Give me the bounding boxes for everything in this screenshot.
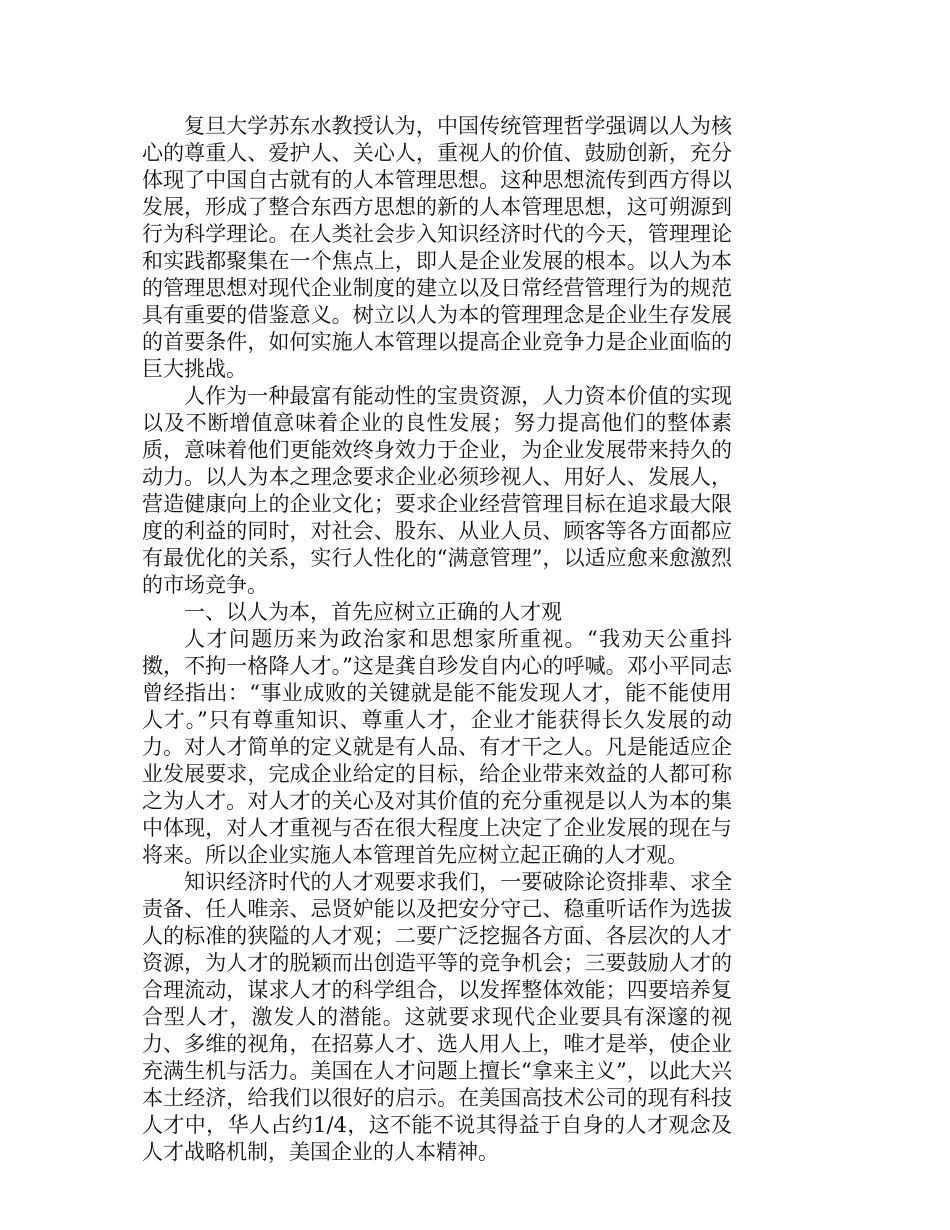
paragraph-intro: 复旦大学苏东水教授认为，中国传统管理哲学强调以人为核心的尊重人、爱护人、关心人，重视人的价值、鼓励创新，充分体现了中国自古就有的人本管理思想。这种思想流传到西方得以发展，形成了整合东西方思想的新的人本管理思想，这可朔源到行为科学理论。在人类社会步入知识经济时代的今天，管理理论和实践都聚集在一个焦点上，即人是企业发展的根本。以人为本的管理思想对现代企业制度的建立以及日常经营管理行为的规范具有重要的借鉴意义。树立以人为本的管理理念是企业生存发展的首要条件，如何实施人本管理以提高企业竞争力是企业面临的巨大挑战。 (142, 114, 732, 381)
document-body (142, 113, 732, 1166)
paragraph-talent-importance: 人才问题历来为政治家和思想家所重视。“我劝天公重抖擞，不拘一格降人才。”这是龚自珍发自内心的呼喊。邓小平同志曾经指出：“事业成败的关键就是能不能发现人才，能不能使用人才。”只有尊重知识、尊重人才，企业才能获得长久发展的动力。对人才简单的定义就是有人品、有才干之人。凡是能适应企业发展要求，完成企业给定的目标，给企业带来效益的人都可称之为人才。对人才的关心及对其价值的充分重视是以人为本的集中体现，对人才重视与否在很大程度上决定了企业发展的现在与将来。所以企业实施人本管理首先应树立起正确的人才观。 (142, 627, 732, 867)
paragraph-human-resource: 人作为一种最富有能动性的宝贵资源，人力资本价值的实现以及不断增值意味着企业的良性发展；努力提高他们的整体素质，意味着他们更能效终身效力于企业，为企业发展带来持久的动力。以人为本之理念要求企业必须珍视人、用好人、发展人，营造健康向上的企业文化；要求企业经营管理目标在追求最大限度的利益的同时，对社会、股东、从业人员、顾客等各方面都应有最优化的关系，实行人性化的“满意管理”，以适应愈来愈激烈的市场竞争。 (142, 384, 732, 597)
paragraph-talent-view: 知识经济时代的人才观要求我们，一要破除论资排辈、求全责备、任人唯亲、忌贤妒能以及把安分守己、稳重听话作为选拔人的标准的狭隘的人才观；二要广泛挖掘各方面、各层次的人才资源，为人才的脱颖而出创造平等的竞争机会；三要鼓励人才的合理流动，谋求人才的科学组合，以发挥整体效能；四要培养复合型人才，激发人的潜能。这就要求现代企业要具有深邃的视力、多维的视角，在招募人才、选人用人上，唯才是举，使企业充满生机与活力。美国在人才问题上擅长“拿来主义”，以此大兴本土经济，给我们以很好的启示。在美国高技术公司的现有科技人才中，华人占约1/4，这不能不说其得益于自身的人才观念及人才战略机制，美国企业的人本精神。 (142, 870, 732, 1164)
section-heading: 一、以人为本，首先应树立正确的人才观 (184, 600, 562, 624)
